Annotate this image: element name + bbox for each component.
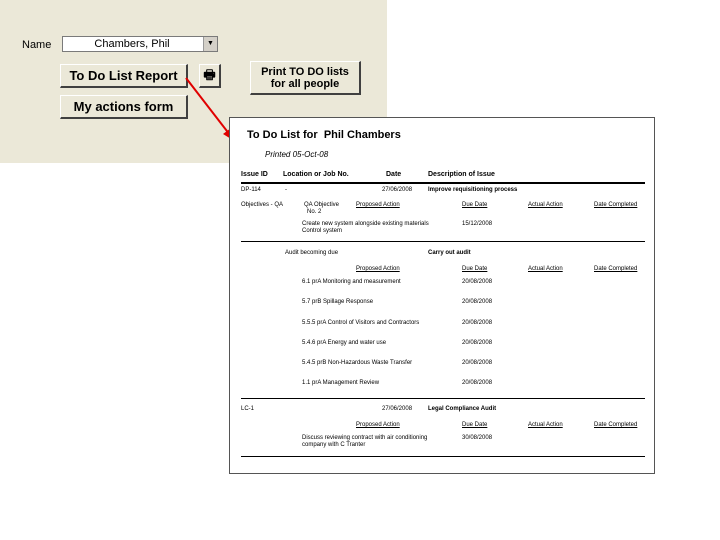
- issue2-action-due: 20/08/2008: [462, 340, 493, 346]
- header-issue-id: Issue ID: [241, 171, 268, 178]
- todo-report-preview: [229, 117, 655, 474]
- header-divider: [241, 182, 645, 184]
- issue3-col-completed: Date Completed: [594, 422, 638, 428]
- issue2-action-text: 5.5.5 prA Control of Visitors and Contractors: [302, 320, 420, 326]
- issue2-action-text: 6.1 prA Monitoring and measurement: [302, 279, 401, 285]
- header-date: Date: [386, 171, 402, 178]
- header-location: Location or Job No.: [283, 171, 349, 178]
- name-label: Name: [22, 39, 52, 51]
- issue1-date: 27/06/2008: [382, 187, 413, 193]
- issue1-col-actual: Actual Action: [528, 202, 563, 208]
- todo-list-report-button[interactable]: To Do List Report: [60, 64, 188, 88]
- issue3-due: 30/08/2008: [462, 435, 493, 441]
- issue2-col-proposed: Proposed Action: [356, 266, 400, 272]
- issue1-action-line1: Create new system alongside existing materials: [302, 221, 429, 227]
- issue1-col-completed: Date Completed: [594, 202, 638, 208]
- issue1-due: 15/12/2008: [462, 221, 493, 227]
- issue2-divider: [241, 398, 645, 399]
- issue2-action-due: 20/08/2008: [462, 299, 493, 305]
- issue3-description: Legal Compliance Audit: [428, 406, 497, 412]
- name-dropdown-value: Chambers, Phil: [94, 38, 170, 50]
- issue2-action-due: 20/08/2008: [462, 360, 493, 366]
- issue1-location: -: [285, 187, 287, 193]
- issue2-col-actual: Actual Action: [528, 266, 563, 272]
- issue2-action-text: 5.4.5 prB Non-Hazardous Waste Transfer: [302, 360, 413, 366]
- issue2-location: Audit becoming due: [285, 250, 339, 256]
- issue3-action-line2: company with C Tranter: [302, 442, 366, 448]
- issue1-col-proposed: Proposed Action: [356, 202, 400, 208]
- issue2-action-text: 5.4.6 prA Energy and water use: [302, 340, 387, 346]
- issue2-action-due: 20/08/2008: [462, 320, 493, 326]
- issue3-date: 27/06/2008: [382, 406, 413, 412]
- report-title: To Do List for Phil Chambers: [247, 129, 401, 141]
- print-all-line-1: Print TO DO lists: [261, 66, 349, 78]
- issue1-action-line2: Control system: [302, 228, 343, 234]
- issue2-action-due: 20/08/2008: [462, 380, 493, 386]
- issue1-qa-line1: QA Objective: [304, 202, 340, 208]
- issue1-col-due: Due Date: [462, 202, 488, 208]
- printed-date: Printed 05-Oct-08: [265, 150, 329, 159]
- issue2-action-text: 1.1 prA Management Review: [302, 380, 380, 386]
- chevron-down-icon[interactable]: ▼: [203, 37, 217, 51]
- issue1-objective: Objectives - QA: [241, 202, 284, 208]
- issue2-col-due: Due Date: [462, 266, 488, 272]
- issue2-col-completed: Date Completed: [594, 266, 638, 272]
- print-all-line-2: for all people: [270, 78, 340, 90]
- my-actions-form-button[interactable]: My actions form: [60, 95, 188, 119]
- issue1-qa-line2: No. 2: [307, 209, 322, 215]
- header-description: Description of Issue: [428, 171, 495, 178]
- issue3-action-line1: Discuss reviewing contract with air conditioning: [302, 435, 428, 441]
- issue3-divider: [241, 456, 645, 457]
- issue3-col-actual: Actual Action: [528, 422, 563, 428]
- issue2-action-due: 20/08/2008: [462, 279, 493, 285]
- issue1-divider: [241, 241, 645, 242]
- issue3-col-proposed: Proposed Action: [356, 422, 400, 428]
- issue3-id: LC-1: [241, 406, 255, 412]
- issue2-action-text: 5.7 prB Spillage Response: [302, 299, 374, 305]
- issue3-col-due: Due Date: [462, 422, 488, 428]
- issue1-id: DP-114: [241, 187, 261, 193]
- printer-icon[interactable]: 🖶: [199, 64, 221, 88]
- issue1-description: Improve requisitioning process: [428, 187, 518, 193]
- issue2-description: Carry out audit: [428, 250, 471, 256]
